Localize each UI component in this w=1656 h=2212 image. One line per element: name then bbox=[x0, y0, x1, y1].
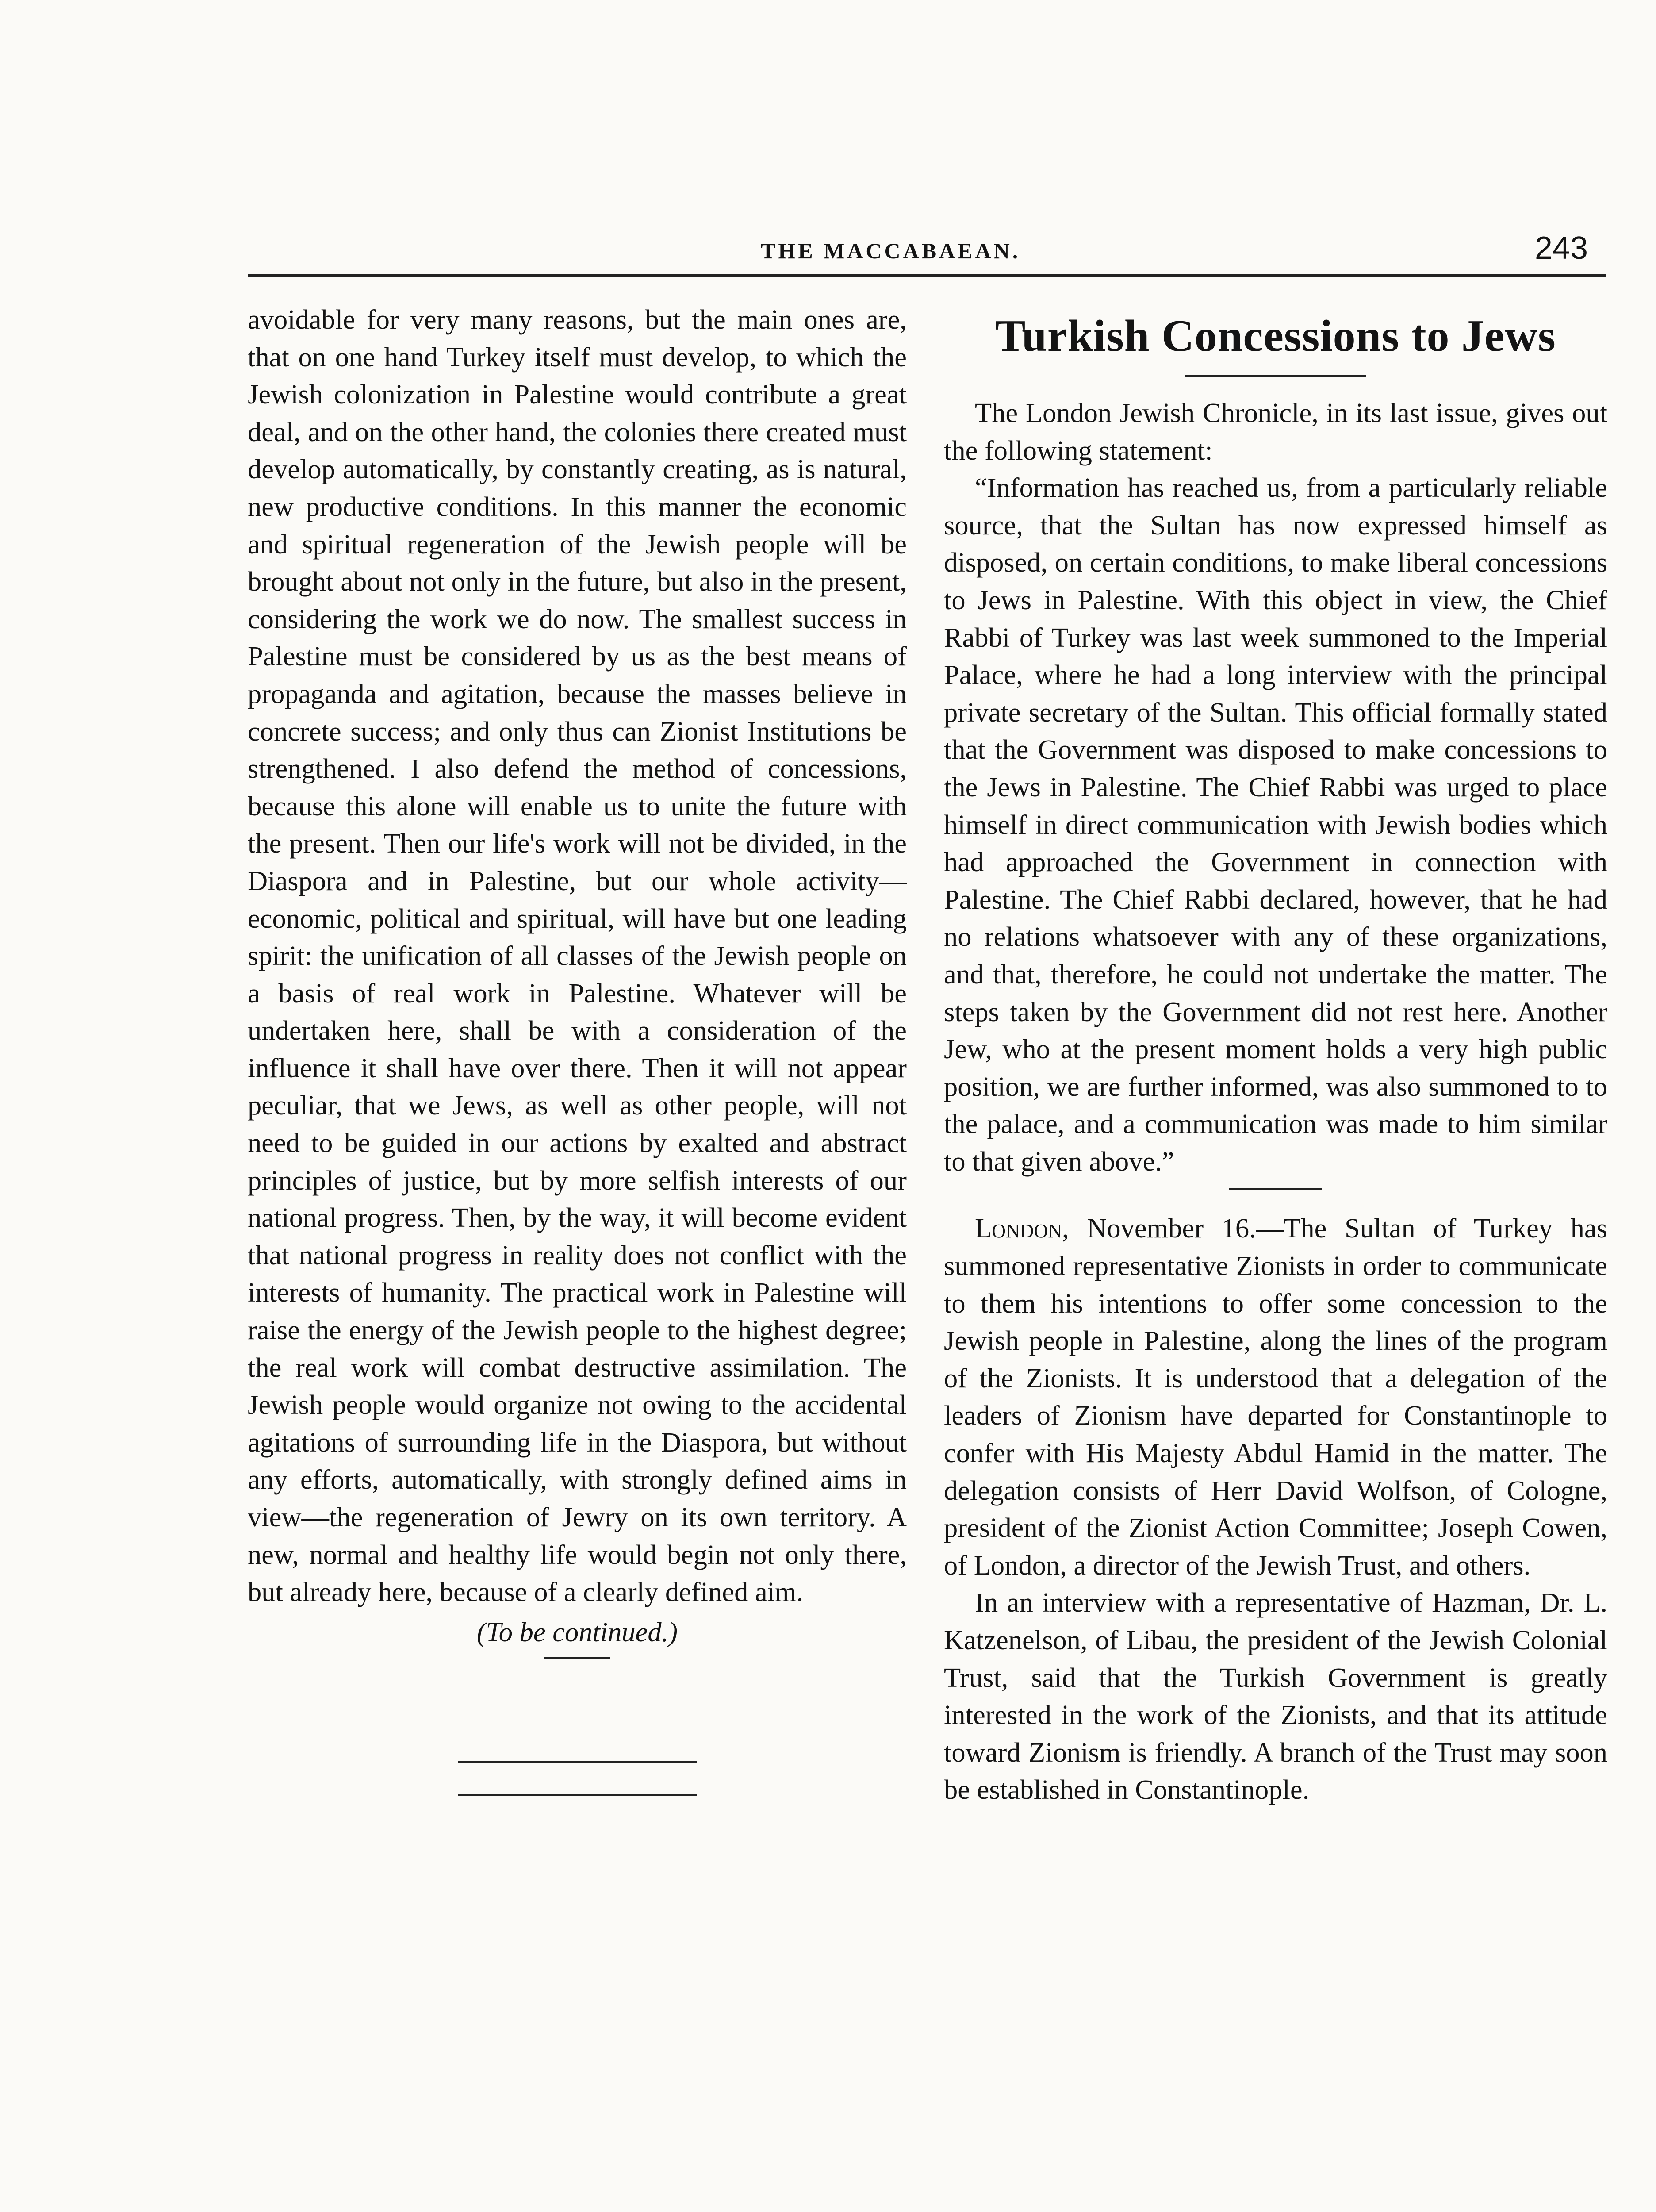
continuation-paragraph: avoidable for very many reasons, but the main ones are, that on one hand Turkey itself must develop, to which the Jewish colonization in Palestine would contribute a great deal, and on the other hand, the colonies there created must develop automatically, by constantly creating, as is natural, new productive conditions. In this manner the economic and spiritual regeneration of the Jewish people will be brought about not only in the future, but also in the present, considering the work we do now. The smallest success in Palestine must be considered by us as the best means of propaganda and agitation, because the masses believe in concrete success; and only thus can Zionist Institutions be strengthened. I also defend the method of concessions, because this alone will enable us to unite the future with the present. Then our life's work will not be divided, in the Diaspora and in Palestine, but our whole activity—economic, political and spiritual, will have but one leading spirit: the unification of all classes of the Jewish people on a basis of real work in Palestine. Whatever will be undertaken here, shall be with a consideration of the influence it shall have over there. Then it will not appear peculiar, that we Jews, as well as other people, will not need to be guided in our actions by exalted and abstract principles of justice, but by more selfish interests of our national progress. Then, by the way, it will become evident that national progress in reality does not conflict with the interests of humanity. The practical work in Palestine will raise the energy of the Jewish people to the highest degree; the real work will combat destructive assimilation. The Jewish people would organize not owing to the accidental agitations of surrounding life in the Diaspora, but without any efforts, automatically, with strongly defined aims in view—the regeneration of Jewry on its own territory. A new, normal and healthy life would begin not only there, but already here, because of a clearly defined aim. bbox=[248, 304, 907, 1608]
london-text: November 16.—The Sultan of Turkey has summoned representative Zionists in order to communicate to them his intentions to offer some concession to the Jewish people in Palestine, along the lines of the program of the Zionists. It is understood that a delegation of the leaders of Zionism have departed for Constantinople to confer with His Majesty Abdul Hamid in the matter. The delegation consists of Herr David Wolfson, of Cologne, president of the Zionist Action Committee; Joseph Cowen, of London, a director of the Jewish Trust, and others. bbox=[944, 1213, 1607, 1581]
london-paragraph bbox=[944, 1210, 1607, 1584]
section-rule-1 bbox=[458, 1761, 697, 1763]
headline-rule bbox=[1185, 375, 1366, 377]
left-column bbox=[248, 301, 907, 1796]
dateline: London, bbox=[975, 1213, 1069, 1244]
continued-text: (To be continued.) bbox=[476, 1616, 678, 1647]
right-column bbox=[944, 301, 1607, 1809]
running-head bbox=[248, 230, 1606, 279]
header-rule bbox=[248, 274, 1606, 276]
intro-paragraph: The London Jewish Chronicle, in its last issue, gives out the following statement: bbox=[944, 397, 1607, 466]
running-head-title: THE MACCABAEAN. bbox=[761, 238, 1021, 263]
page-number: 243 bbox=[1534, 230, 1588, 266]
continued-note bbox=[248, 1613, 907, 1651]
chronicle-quote: “Information has reached us, from a particularly reliable source, that the Sultan has now expressed himself as disposed, on certain conditions, to make liberal concessions to Jews in Palestine. With this object in view, the Chief Rabbi of Turkey was last week summoned to the Imperial Palace, where he had a long interview with the principal private secretary of the Sultan. This official formally stated that the Government was disposed to make concessions to the Jews in Palestine. The Chief Rabbi was urged to place himself in direct communication with Jewish bodies which had approached the Government in connection with Palestine. The Chief Rabbi declared, however, that he had no relations whatsoever with any of these organizations, and that, therefore, he could not undertake the matter. The steps taken by the Government did not rest here. Another Jew, who at the present moment holds a very high public position, we are further informed, was also summoned to to the palace, and a communication was made to him similar to that given above.” bbox=[944, 472, 1607, 1177]
section-rule-2 bbox=[458, 1794, 697, 1796]
hazman-paragraph: In an interview with a representative of Hazman, Dr. L. Katzenelson, of Libau, the president of the Jewish Colonial Trust, said that the Turkish Government is greatly interested in the work of the Zionists, and that its attitude toward Zionism is friendly. A branch of the Trust may soon be established in Constantinople. bbox=[944, 1587, 1607, 1805]
article-headline: Turkish Concessions to Jews bbox=[995, 311, 1556, 361]
end-rule-short bbox=[544, 1657, 610, 1659]
quote-end-rule bbox=[1229, 1188, 1322, 1190]
